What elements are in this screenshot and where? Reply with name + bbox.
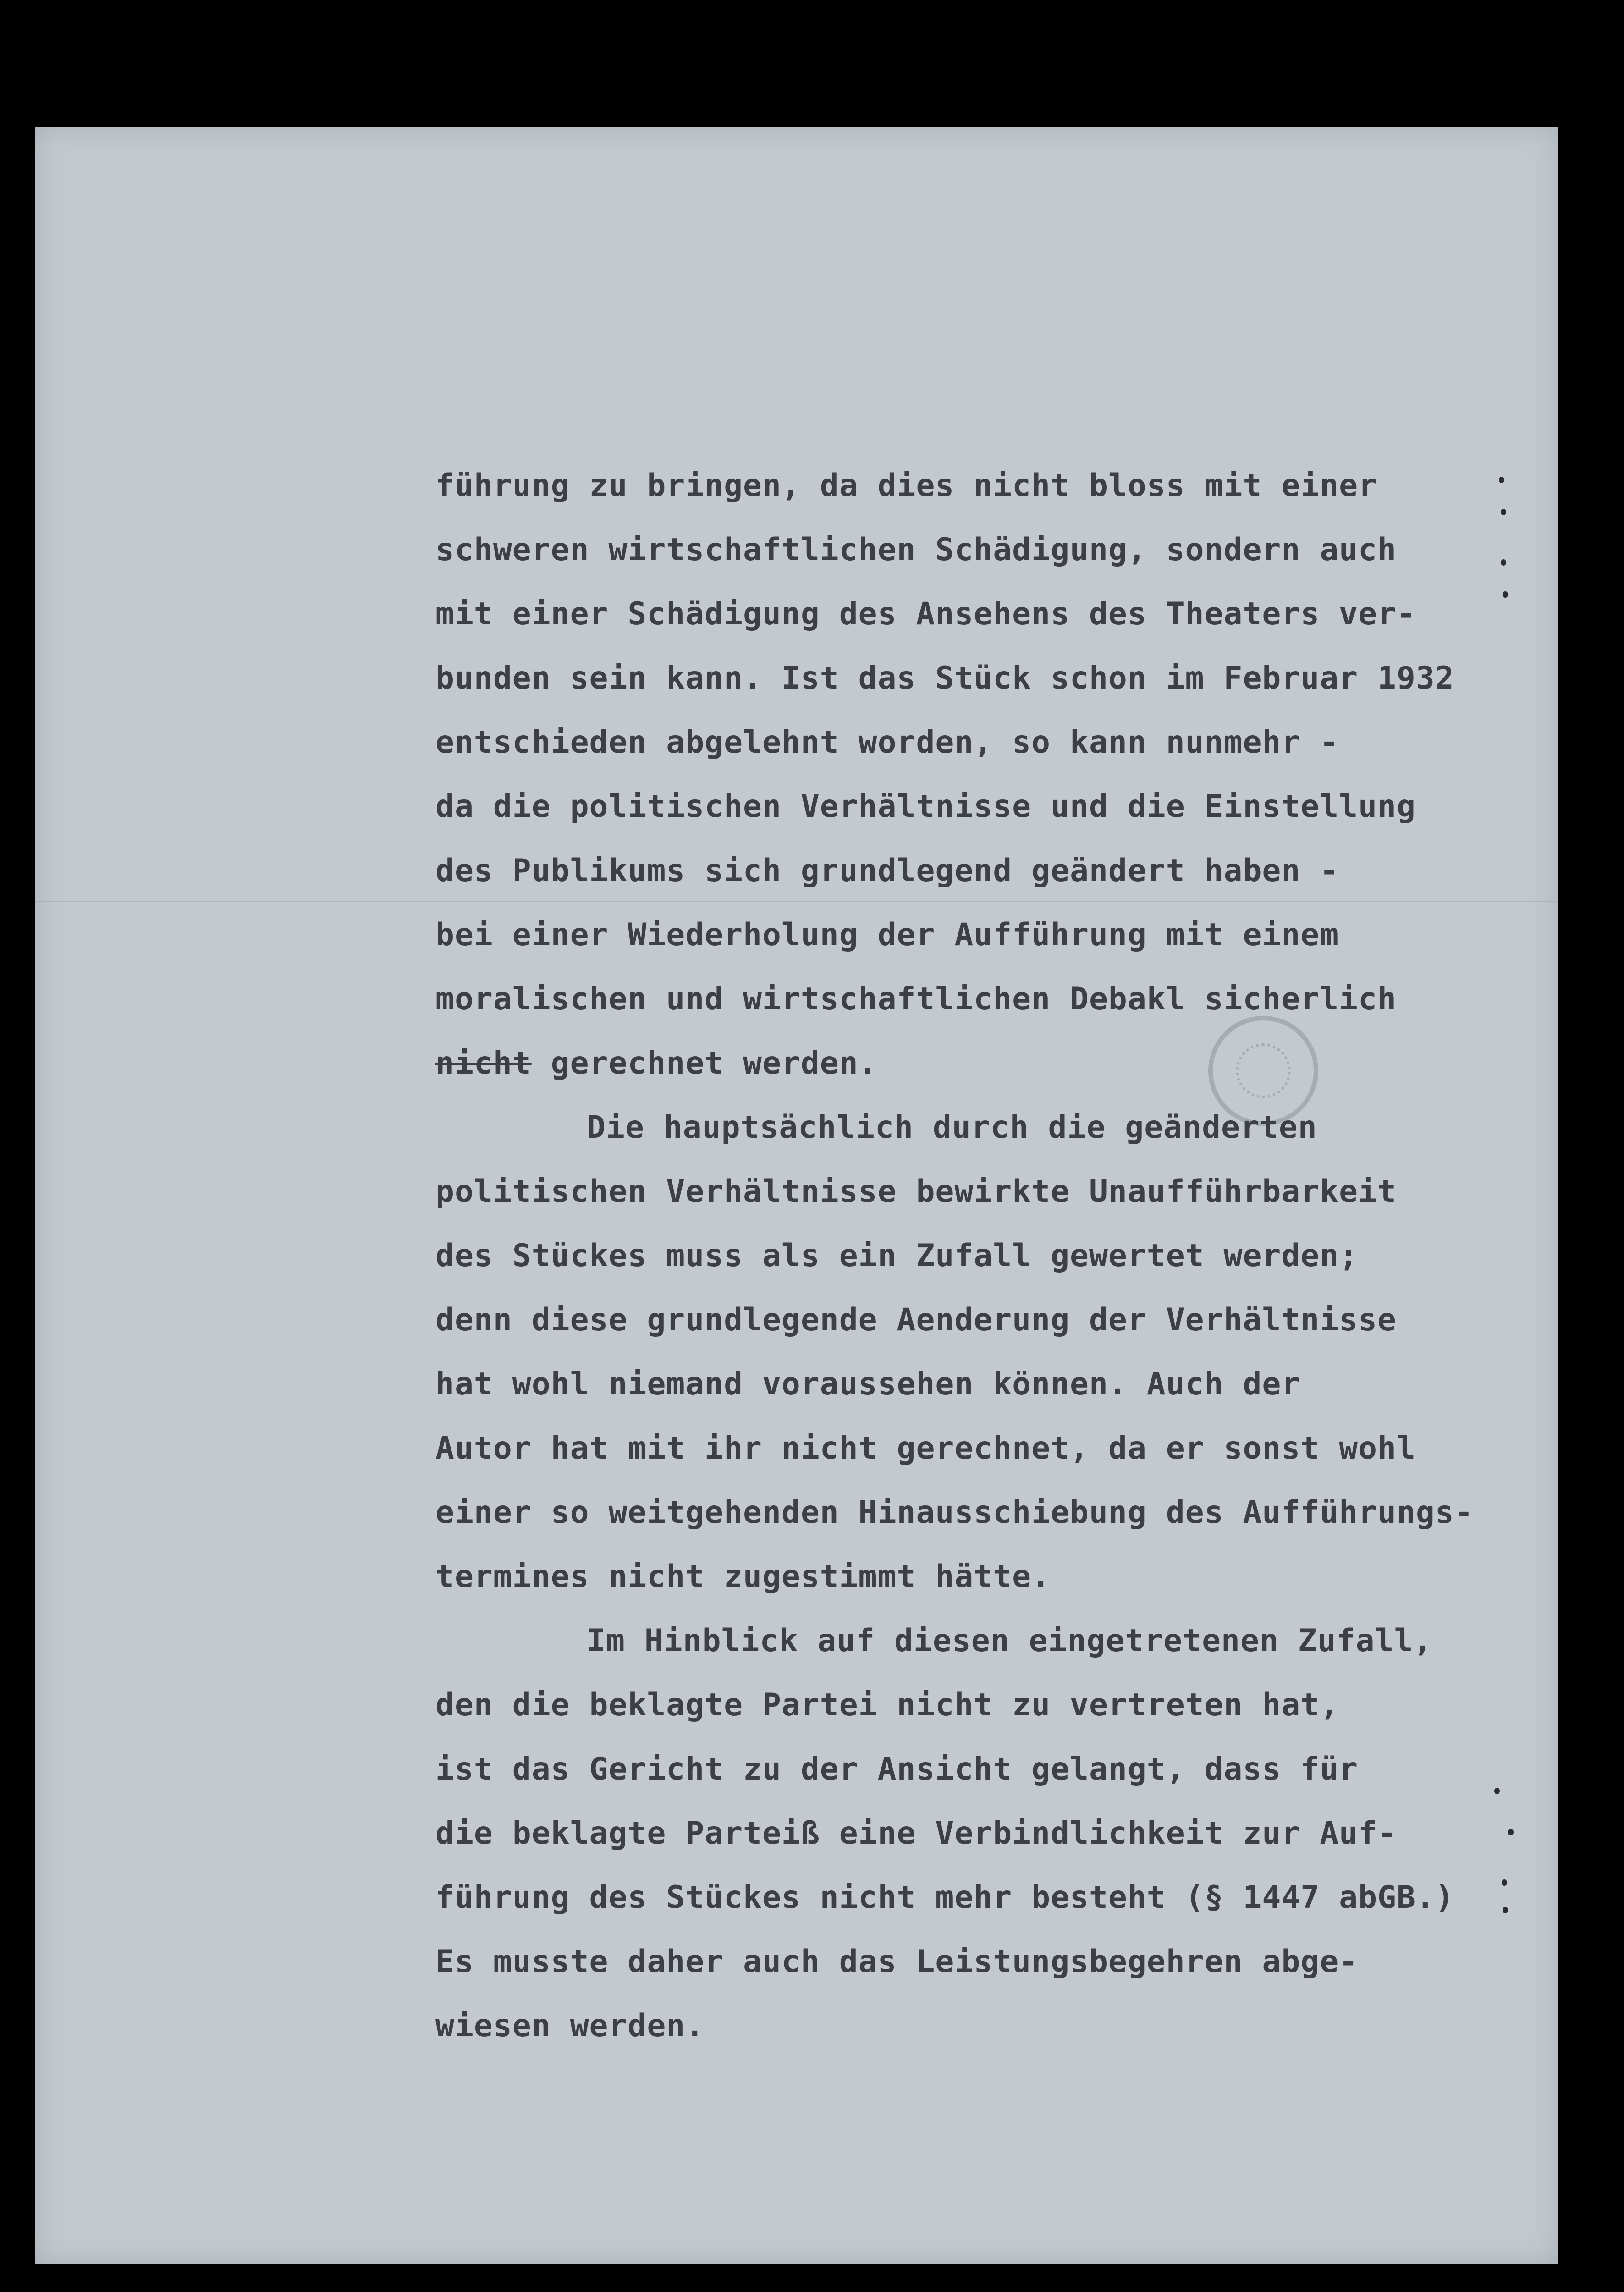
- text-line: bei einer Wiederholung der Aufführung mit einem: [435, 917, 1339, 953]
- text-line: des Stückes muss als ein Zufall gewertet werden;: [435, 1238, 1359, 1274]
- margin-dot: [1508, 1829, 1514, 1835]
- text-line: entschieden abgelehnt worden, so kann nunmehr -: [435, 724, 1339, 760]
- text-line: mit einer Schädigung des Ansehens des Theaters ver-: [435, 596, 1416, 632]
- text-line-rest: gerechnet werden.: [531, 1045, 878, 1081]
- text-line: die beklagte Parteiß eine Verbindlichkeit zur Auf-: [435, 1815, 1397, 1851]
- text-line: da die politischen Verhältnisse und die Einstellung: [435, 788, 1416, 825]
- text-line: führung zu bringen, da dies nicht bloss mit einer: [435, 468, 1378, 504]
- text-line: den die beklagte Partei nicht zu vertreten hat,: [435, 1687, 1339, 1723]
- text-line: Es musste daher auch das Leistungsbegehren abge-: [435, 1944, 1359, 1980]
- text-line: bunden sein kann. Ist das Stück schon im Februar 1932: [435, 660, 1454, 696]
- text-line: moralischen und wirtschaftlichen Debakl sicherlich: [435, 981, 1397, 1017]
- typed-text-body: [435, 454, 1474, 2058]
- text-line-with-strikeout: [435, 1031, 1421, 1096]
- text-line: termines nicht zugestimmt hätte.: [435, 1559, 1051, 1595]
- margin-dot: [1501, 509, 1506, 515]
- text-line: Die hauptsächlich durch die geänderten: [587, 1109, 1317, 1146]
- margin-dot: [1499, 477, 1504, 483]
- text-line: führung des Stückes nicht mehr besteht (§ 1447 abGB.): [435, 1879, 1454, 1916]
- text-line: des Publikums sich grundlegend geändert haben -: [435, 853, 1339, 889]
- margin-dot: [1494, 1788, 1500, 1794]
- margin-dot: [1503, 1907, 1508, 1913]
- margin-dot: [1502, 1879, 1507, 1886]
- text-line: hat wohl niemand voraussehen können. Auch der: [435, 1366, 1301, 1402]
- text-line: einer so weitgehenden Hinausschiebung des Aufführungs-: [435, 1494, 1474, 1531]
- text-line: Autor hat mit ihr nicht gerechnet, da er sonst wohl: [435, 1430, 1416, 1466]
- text-line: denn diese grundlegende Aenderung der Verhältnisse: [435, 1302, 1397, 1338]
- margin-dot: [1503, 591, 1508, 598]
- text-line: politischen Verhältnisse bewirkte Unaufführbarkeit: [435, 1174, 1397, 1210]
- struck-out-word: nicht: [435, 1045, 532, 1081]
- margin-dot: [1501, 559, 1506, 566]
- text-line: schweren wirtschaftlichen Schädigung, sondern auch: [435, 532, 1397, 568]
- text-line: Im Hinblick auf diesen eingetretenen Zufall,: [587, 1623, 1433, 1659]
- margin-punch-marks: [1494, 0, 1522, 2292]
- text-line: ist das Gericht zu der Ansicht gelangt, dass für: [435, 1751, 1359, 1787]
- text-line: wiesen werden.: [435, 2008, 705, 2044]
